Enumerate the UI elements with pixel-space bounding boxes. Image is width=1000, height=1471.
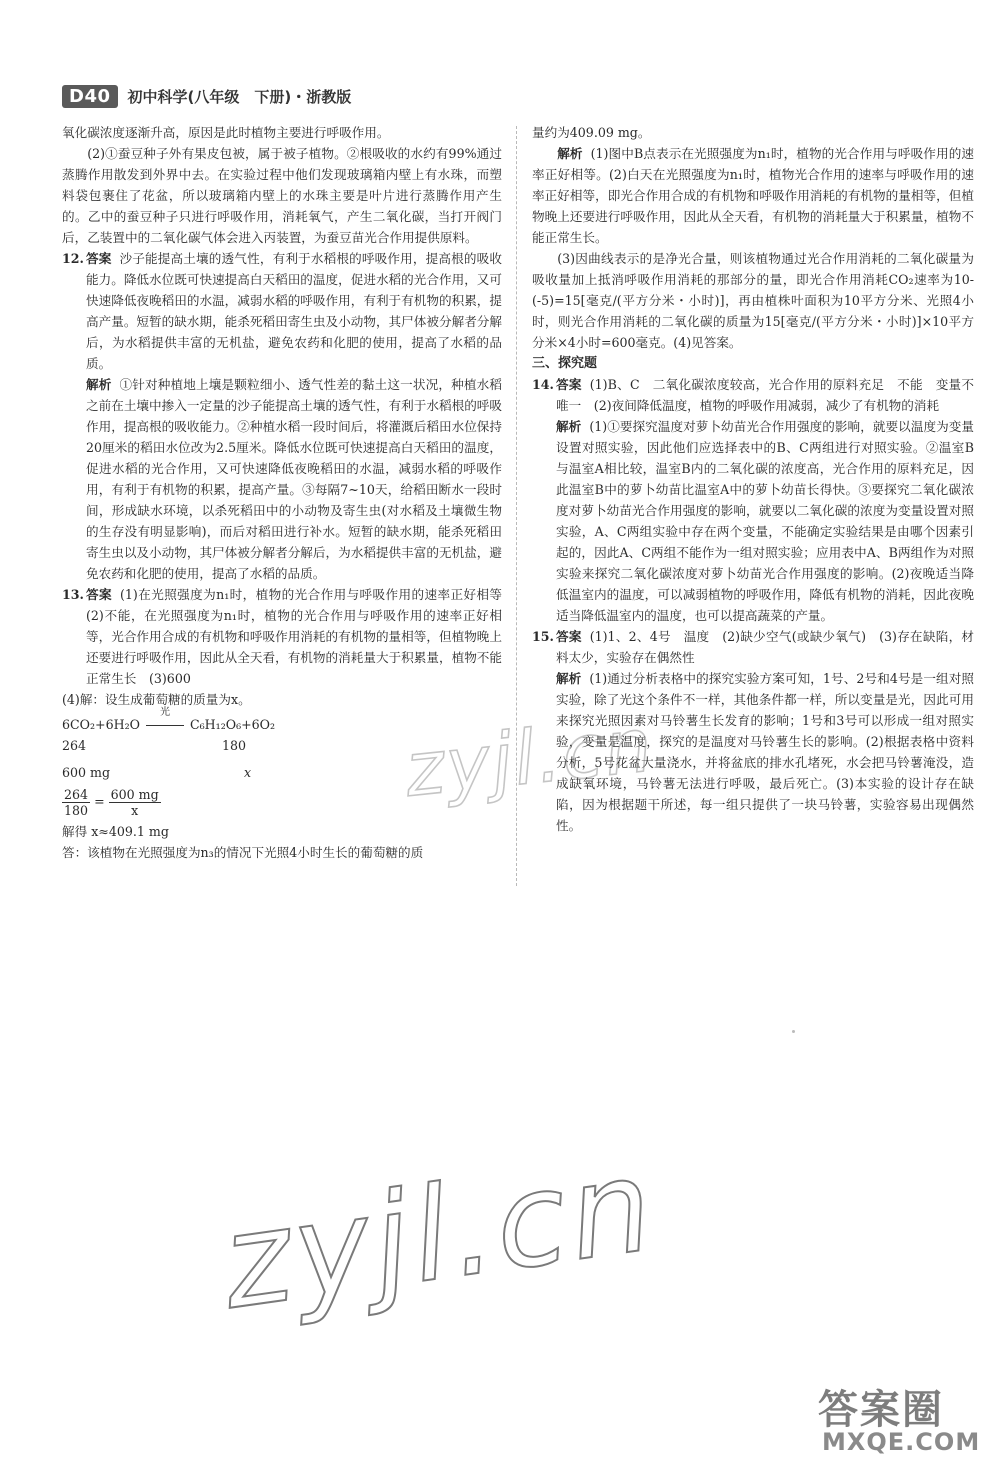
result-text: 解得 x≈409.1 mg: [62, 824, 169, 839]
page-number-badge: D40: [62, 85, 118, 108]
proportion-equation: $\frac{264}{180}$ = $\frac{600 mg}{x}$: [64, 787, 159, 818]
question-12: [62, 248, 502, 584]
answer-label: 答案: [86, 251, 112, 266]
question-14: [532, 374, 974, 626]
question-number: 13.: [62, 587, 84, 602]
site-logo-url: MXQE.COM: [822, 1428, 981, 1456]
answer-text: 沙子能提高土壤的透气性，有利于水稻根的呼吸作用，提高根的吸收能力。降低水位既可快速提高白天稻田的温度，促进水稻的光合作用，又可快速降低夜晚稻田的水温，减弱水稻的呼吸作用，有利于有机物的积累，提高产量。短暂的缺水期，能杀死稻田寄生虫及小动物，其尸体被分解者分解后，为水稻提供丰富的无机盐，避免农药和化肥的使用，提高了水稻的品质。: [86, 251, 503, 371]
final-answer-text: 答：该植物在光照强度为n₃的情况下光照4小时生长的葡萄糖的质: [62, 845, 424, 860]
answer-label: 答案: [556, 629, 582, 644]
chemical-equation: 6CO₂+6H₂O 光 C₆H₁₂O₆+6O₂: [62, 710, 502, 735]
analysis-text: (3)因曲线表示的是净光合量，则该植物通过光合作用消耗的二氧化碳量为吸收量加上抵消呼吸作用消耗的那部分的量，即光合作用消耗CO₂速率为10-(-5)=15[毫克/(平方分米・小时)]，再由植株叶面积为10平方分米、光照4小时，则光合作用消耗的二氧化碳的质量为15[毫克/(平方分米・小时)]×10平方分米×4小时=600毫克。(4)见答案。: [532, 251, 974, 350]
answer-text: (1)B、C 二氧化碳浓度较高，光合作用的原料充足 不能 变量不唯一 (2)夜间降低温度，植物的呼吸作用减弱，减少了有机物的消耗: [556, 377, 975, 413]
analysis-text: (1)图中B点表示在光照强度为n₁时，植物的光合作用与呼吸作用的速率正好相等。(2)白天在光照强度为n₁时，植物光合作用的速率与呼吸作用的速率正好相等，即光合作用合成的有机物和呼吸作用消耗的有机物的量相等，但植物晚上还要进行呼吸作用，因此从全天看，有机物的消耗量大于积累量，植物不能正常生长。: [532, 146, 974, 245]
analysis-label: 解析: [556, 671, 582, 686]
scan-speck: [792, 1030, 795, 1033]
question-number: 15.: [532, 629, 554, 644]
section-heading: 三、探究题: [532, 356, 598, 371]
answer-label: 答案: [86, 587, 112, 602]
analysis-label: 解析: [86, 377, 112, 392]
analysis-text: (1)①要探究温度对萝卜幼苗光合作用强度的影响，就要以温度为变量设置对照实验，因此他们应选择表中的B、C两组进行对照实验。②温室B与温室A相比较，温室B内的二氧化碳的浓度高，光合作用的原料充足，因此温室B中的萝卜幼苗比温室A中的萝卜幼苗长得快。③要探究二氧化碳浓度对萝卜幼苗光合作用强度的影响，就要以二氧化碳的浓度为变量设置对照实验，A、C两组实验中存在两个变量，不能确定实验结果是由哪个因素引起的，因此A、C两组不能作为一组对照实验；应用表中A、B两组作为对照实验来探究二氧化碳浓度对萝卜幼苗光合作用强度的影响。(2)夜晚适当降低温室内的温度，可以减弱植物的呼吸作用，降低有机物的消耗，因此夜晚适当降低温室内的温度，也可以提高蔬菜的产量。: [556, 419, 975, 623]
mass-row: 600 mg x: [62, 765, 252, 780]
watermark-text: zyjl.cn: [401, 702, 658, 814]
watermark-logo: zyjl.cn: [213, 1130, 665, 1339]
answer-text: (1)1、2、4号 温度 (2)缺少空气(或缺少氧气) (3)存在缺陷，材料太少，实验存在偶然性: [556, 629, 975, 665]
analysis-text: (1)通过分析表格中的探究实验方案可知，1号、2号和4号是一组对照实验，除了光这个条件不一样，其他条件都一样，所以变量是光，因此可用来探究光照因素对马铃薯生长发育的影响；1号和3号可以形成一组对照实验，变量是温度，探究的是温度对马铃薯生长的影响。(2)根据表格中资料分析，5号花盆大量浇水，并将盆底的排水孔堵死，水会把马铃薯淹没，造成缺氧环境，马铃薯无法进行呼吸，最后死亡。(3)本实验的设计存在缺陷，因为根据题干所述，每一组只提供了一块马铃薯，实验容易出现偶然性。: [556, 671, 974, 833]
question-number: 12.: [62, 251, 84, 266]
paragraph: 量约为409.09 mg。: [532, 125, 651, 140]
answer-label: 答案: [556, 377, 582, 392]
paragraph: (2)①蚕豆种子外有果皮包被，属于被子植物。②根吸收的水约有99%通过蒸腾作用散发到外界中去。在实验过程中他们发现玻璃箱内壁上有水珠，而塑料袋包裹住了花盆，所以玻璃箱内壁上的水珠主要是叶片进行蒸腾作用产生的。乙中的蚕豆种子只进行呼吸作用，消耗氧气，产生二氧化碳，当打开阀门后，乙装置中的二氧化碳气体会进入丙装置，为蚕豆苗光合作用提供原料。: [62, 146, 502, 245]
answer-text: (1)在光照强度为n₁时，植物的光合作用与呼吸作用的速率正好相等 (2)不能，在光照强度为n₁时，植物的光合作用与呼吸作用的速率正好相等，光合作用合成的有机物和呼吸作用消耗的有机物的量相等，但植物晚上还要进行呼吸作用，因此从全天看，有机物的消耗量大于积累量，植物不能正常生长 (3)600: [86, 587, 515, 686]
analysis-text: ①针对种植地上壤是颗粒细小、透气性差的黏土这一状况，种植水稻之前在土壤中掺入一定量的沙子能提高土壤的透气性，有利于水稻根的呼吸作用，提高根的吸收能力。②种植水稻一段时间后，将灌溉后稻田水位保持20厘米的稻田水位改为2.5厘米。降低水位既可快速提高白天稻田的温度，促进水稻的光合作用，又可快速降低夜晚稻田的水温，减弱水稻的呼吸作用，有利于有机物的积累，提高产量。③每隔7~10天，给稻田断水一段时间，形成缺水环境，以杀死稻田中的小动物及寄生虫(对水稻及土壤微生物的生存没有明显影响)，而后对稻田进行补水。短暂的缺水期，能杀死稻田寄生虫以及小动物，其尸体被分解者分解后，为水稻提供丰富的无机盐，避免农药和化肥的使用，提高了水稻的品质。: [86, 377, 503, 581]
molar-mass-row: 264 180: [62, 738, 247, 753]
book-title: 初中科学(八年级 下册)・浙教版: [127, 87, 352, 106]
paragraph: 氧化碳浓度逐渐升高，原因是此时植物主要进行呼吸作用。: [62, 125, 390, 140]
analysis-label: 解析: [557, 146, 583, 161]
page-header: [62, 82, 351, 110]
site-logo-text: 答案圈: [818, 1387, 944, 1433]
question-number: 14.: [532, 377, 554, 392]
condition-light: 光: [159, 707, 170, 718]
analysis-label: 解析: [556, 419, 582, 434]
solution-intro: (4)解：设生成葡萄糖的质量为x。: [62, 692, 251, 707]
question-13: [62, 584, 515, 689]
